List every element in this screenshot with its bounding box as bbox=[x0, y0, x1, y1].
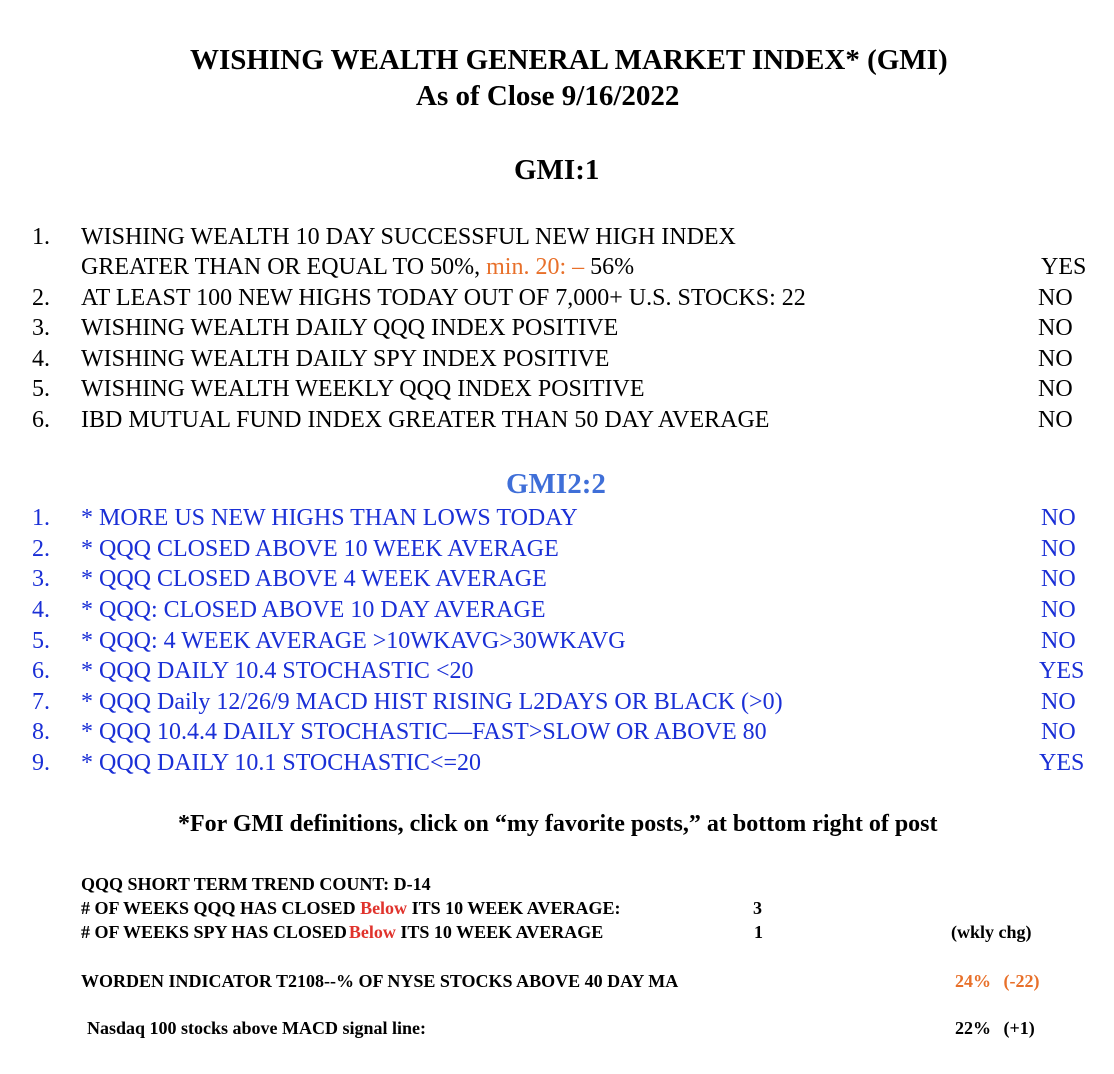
nasdaq-percent: 22% bbox=[955, 1018, 991, 1038]
item-text: WISHING WEALTH DAILY SPY INDEX POSITIVE bbox=[81, 346, 610, 372]
spy-weeks-value: 1 bbox=[754, 922, 763, 942]
item-number: 1. bbox=[32, 224, 50, 250]
item-number: 9. bbox=[32, 750, 50, 776]
worden-change: (-22) bbox=[1003, 971, 1040, 991]
footnote: *For GMI definitions, click on “my favorite posts,” at bottom right of post bbox=[178, 811, 938, 837]
item-status: NO bbox=[1038, 407, 1073, 433]
gmi-item-1-line2 bbox=[0, 252, 1114, 282]
item-number: 1. bbox=[32, 505, 50, 531]
gmi-item-1 bbox=[0, 222, 1114, 252]
item-status: NO bbox=[1041, 566, 1076, 592]
item-status: NO bbox=[1038, 346, 1073, 372]
item-number: 2. bbox=[32, 536, 50, 562]
worden-value bbox=[955, 971, 1039, 992]
item-number: 2. bbox=[32, 285, 50, 311]
min-note: min. 20: – bbox=[486, 254, 585, 280]
item-status: NO bbox=[1041, 505, 1076, 531]
nasdaq-label: Nasdaq 100 stocks above MACD signal line: bbox=[87, 1018, 427, 1038]
gmi2-item-7 bbox=[0, 687, 1114, 717]
item-text: AT LEAST 100 NEW HIGHS TODAY OUT OF 7,000+ U.S. STOCKS: 22 bbox=[81, 285, 806, 311]
qqq-weeks-value: 3 bbox=[753, 898, 762, 918]
item-text: * QQQ: 4 WEEK AVERAGE >10WKAVG>30WKAVG bbox=[81, 628, 626, 654]
item-status: NO bbox=[1038, 285, 1073, 311]
item-number: 4. bbox=[32, 346, 50, 372]
item-status: YES bbox=[1041, 254, 1087, 280]
gmi-heading: GMI:1 bbox=[514, 154, 600, 186]
item-text: * QQQ Daily 12/26/9 MACD HIST RISING L2DAYS OR BLACK (>0) bbox=[81, 689, 783, 715]
item-text: * QQQ DAILY 10.1 STOCHASTIC<=20 bbox=[81, 750, 482, 776]
item-text: WISHING WEALTH DAILY QQQ INDEX POSITIVE bbox=[81, 315, 619, 341]
nasdaq-value bbox=[955, 1018, 1035, 1039]
item-text: * QQQ: CLOSED ABOVE 10 DAY AVERAGE bbox=[81, 597, 546, 623]
item-number: 6. bbox=[32, 407, 50, 433]
gmi2-item-3 bbox=[0, 564, 1114, 594]
item-status: YES bbox=[1039, 658, 1085, 684]
item-number: 5. bbox=[32, 628, 50, 654]
gmi2-item-8 bbox=[0, 717, 1114, 747]
item-status: NO bbox=[1041, 628, 1076, 654]
item-text: * QQQ CLOSED ABOVE 4 WEEK AVERAGE bbox=[81, 566, 547, 592]
item-number: 7. bbox=[32, 689, 50, 715]
item-status: YES bbox=[1039, 750, 1085, 776]
gmi2-item-4 bbox=[0, 595, 1114, 625]
item-status: NO bbox=[1038, 376, 1073, 402]
gmi-item-6 bbox=[0, 405, 1114, 435]
item-text: * MORE US NEW HIGHS THAN LOWS TODAY bbox=[81, 505, 578, 531]
gmi2-item-1 bbox=[0, 503, 1114, 533]
spy-weeks-suffix: ITS 10 WEEK AVERAGE bbox=[400, 922, 604, 942]
qqq-weeks-line bbox=[81, 898, 620, 919]
qqq-weeks-suffix: ITS 10 WEEK AVERAGE: bbox=[411, 898, 621, 918]
gmi2-heading: GMI2:2 bbox=[506, 468, 606, 500]
item-text: WISHING WEALTH 10 DAY SUCCESSFUL NEW HIGH INDEX bbox=[81, 224, 736, 250]
worden-percent: 24% bbox=[955, 971, 991, 991]
item-text: * QQQ DAILY 10.4 STOCHASTIC <20 bbox=[81, 658, 474, 684]
trend-count: QQQ SHORT TERM TREND COUNT: D-14 bbox=[81, 874, 431, 894]
item-number: 4. bbox=[32, 597, 50, 623]
item-status: NO bbox=[1041, 689, 1076, 715]
qqq-weeks-prefix: # OF WEEKS QQQ HAS CLOSED bbox=[81, 898, 356, 918]
item-status: NO bbox=[1041, 536, 1076, 562]
item-text: GREATER THAN OR EQUAL TO 50%, bbox=[81, 254, 481, 280]
item-number: 8. bbox=[32, 719, 50, 745]
spy-weeks-prefix: # OF WEEKS SPY HAS CLOSED bbox=[81, 922, 347, 942]
qqq-weeks-word: Below bbox=[360, 898, 408, 918]
gmi-item-3 bbox=[0, 313, 1114, 343]
gmi2-item-6 bbox=[0, 656, 1114, 686]
gmi-item-4 bbox=[0, 344, 1114, 374]
nasdaq-change: (+1) bbox=[1003, 1018, 1035, 1038]
gmi-item-2 bbox=[0, 283, 1114, 313]
item-text: IBD MUTUAL FUND INDEX GREATER THAN 50 DAY AVERAGE bbox=[81, 407, 770, 433]
item-number: 5. bbox=[32, 376, 50, 402]
item-number: 3. bbox=[32, 315, 50, 341]
gmi2-item-9 bbox=[0, 748, 1114, 778]
page-subtitle: As of Close 9/16/2022 bbox=[416, 80, 680, 112]
page-title: WISHING WEALTH GENERAL MARKET INDEX* (GMI) bbox=[190, 44, 948, 76]
item-status: NO bbox=[1041, 597, 1076, 623]
item-number: 3. bbox=[32, 566, 50, 592]
item-status: NO bbox=[1041, 719, 1076, 745]
item-value-inline: 56% bbox=[590, 254, 635, 280]
wkly-chg-label: (wkly chg) bbox=[951, 922, 1032, 942]
worden-label: WORDEN INDICATOR T2108--% OF NYSE STOCKS ABOVE 40 DAY MA bbox=[81, 971, 679, 991]
spy-weeks-word: Below bbox=[348, 922, 396, 942]
gmi2-item-5 bbox=[0, 626, 1114, 656]
item-text: * QQQ 10.4.4 DAILY STOCHASTIC—FAST>SLOW OR ABOVE 80 bbox=[81, 719, 767, 745]
spy-weeks-line bbox=[81, 922, 603, 943]
item-number: 6. bbox=[32, 658, 50, 684]
item-text: WISHING WEALTH WEEKLY QQQ INDEX POSITIVE bbox=[81, 376, 645, 402]
gmi-item-5 bbox=[0, 374, 1114, 404]
gmi2-item-2 bbox=[0, 534, 1114, 564]
item-status: NO bbox=[1038, 315, 1073, 341]
item-text: * QQQ CLOSED ABOVE 10 WEEK AVERAGE bbox=[81, 536, 559, 562]
